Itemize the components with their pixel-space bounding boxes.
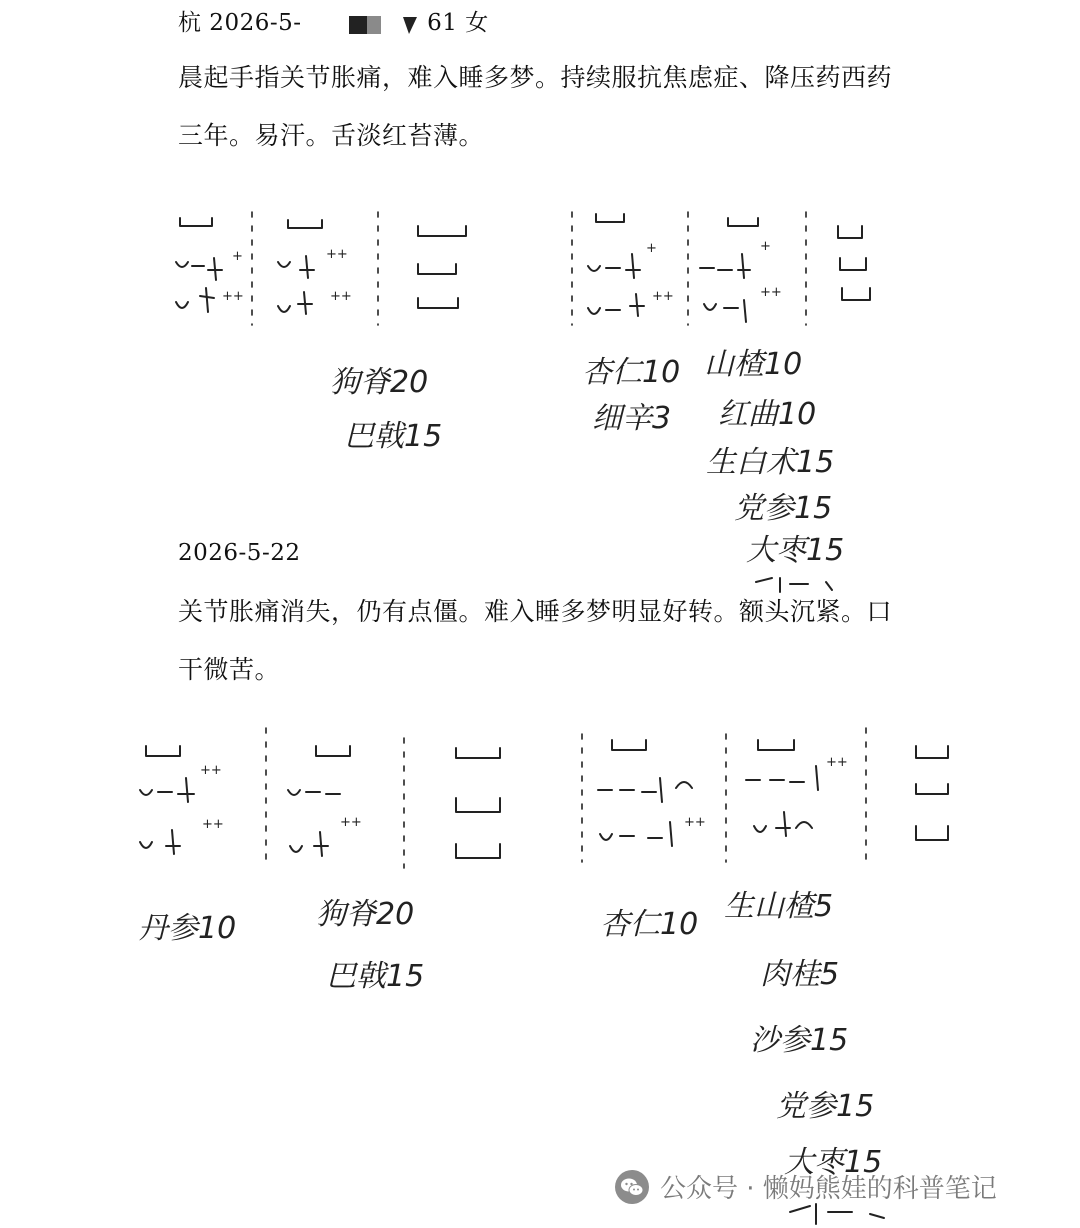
record1-header-suffix: 61 女 xyxy=(427,10,489,36)
record2-herb-far-left-1: 丹参10 xyxy=(138,911,237,946)
svg-text:++: ++ xyxy=(652,289,674,304)
record2-cropped-herb-stroke xyxy=(790,1204,884,1224)
record1-pulse-sketch-left xyxy=(176,212,466,325)
svg-text:+: + xyxy=(646,241,657,256)
record2-herb-right-5: 大枣15 xyxy=(784,1145,883,1180)
record2-herb-right-4: 党参15 xyxy=(776,1089,875,1124)
record2-herb-right-1: 生山楂5 xyxy=(724,889,834,924)
record1-herb-left-2: 巴戟15 xyxy=(344,419,443,454)
record1-herb-right-4: 党参15 xyxy=(734,491,833,526)
svg-text:++: ++ xyxy=(202,817,224,832)
watermark xyxy=(614,1168,997,1205)
record1-line1: 晨起手指关节胀痛，难入睡多梦。持续服抗焦虑症、降压药西药 xyxy=(178,63,893,92)
svg-text:++: ++ xyxy=(760,285,782,300)
record1-pulse-sketch-right xyxy=(572,212,870,325)
record1-header-prefix: 杭 2026-5- xyxy=(178,10,302,36)
record1-herb-right-3: 生白术15 xyxy=(706,445,835,480)
record1-herb-right-2: 红曲10 xyxy=(718,397,817,432)
record1-herb-right-5: 大枣15 xyxy=(746,533,845,568)
record2-line1: 关节胀痛消失，仍有点僵。难入睡多梦明显好转。额头沉紧。口 xyxy=(178,597,893,626)
record1-cropped-herb-stroke xyxy=(756,578,832,592)
record2-pulse-sketch-right xyxy=(582,728,948,862)
watermark-text: 公众号 · 懒妈熊娃的科普笔记 xyxy=(660,1174,997,1204)
record2-herb-mid-1: 杏仁10 xyxy=(600,907,699,942)
record1-herb-mid-1: 杏仁10 xyxy=(582,355,681,390)
record2-line2: 干微苦。 xyxy=(178,655,281,684)
record2-herb-right-3: 沙参15 xyxy=(750,1023,849,1058)
record1-herb-mid-2: 细辛3 xyxy=(592,401,672,436)
svg-text:++: ++ xyxy=(326,247,348,262)
record2-herb-left-2: 巴戟15 xyxy=(326,959,425,994)
wechat-icon xyxy=(614,1169,650,1205)
svg-text:++: ++ xyxy=(222,289,244,304)
svg-text:++: ++ xyxy=(340,815,362,830)
record2-herb-right-2: 肉桂5 xyxy=(760,957,840,992)
svg-text:++: ++ xyxy=(826,755,848,770)
svg-text:+: + xyxy=(760,239,771,254)
record1-line2: 三年。易汗。舌淡红苔薄。 xyxy=(178,121,485,150)
record2-pulse-sketch-left xyxy=(140,728,500,868)
svg-text:++: ++ xyxy=(684,815,706,830)
record1-herb-left-1: 狗脊20 xyxy=(330,365,429,400)
record1-herb-right-1: 山楂10 xyxy=(704,347,803,382)
record2-herb-left-1: 狗脊20 xyxy=(316,897,415,932)
svg-text:+: + xyxy=(232,249,243,264)
record2-date: 2026-5-22 xyxy=(178,540,301,566)
svg-text:++: ++ xyxy=(330,289,352,304)
svg-text:++: ++ xyxy=(200,763,222,778)
